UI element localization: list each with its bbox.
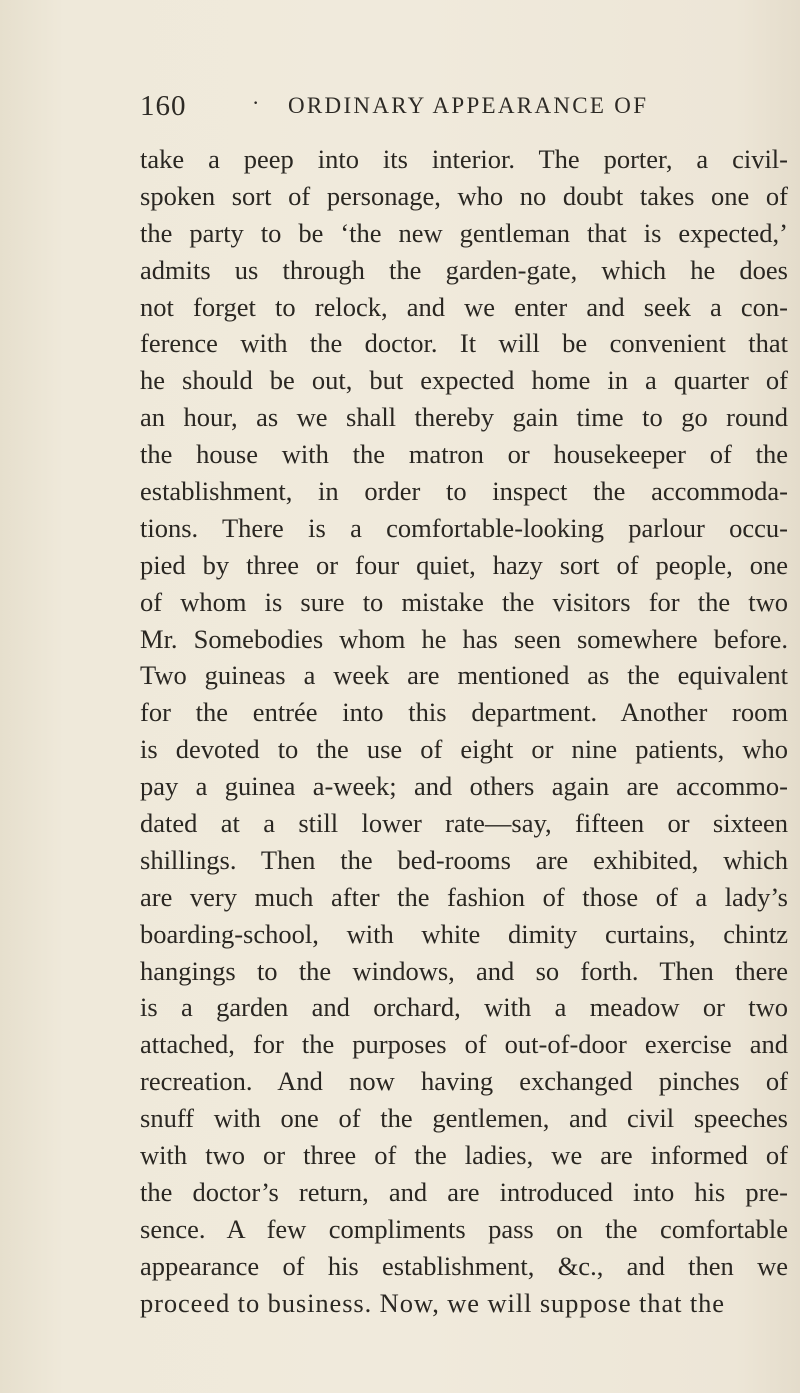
text-line: he should be out, but expected home in a quarter of [140, 365, 788, 396]
text-line: shillings. Then the bed-rooms are exhibited, which [140, 844, 788, 875]
text-line: with two or three of the ladies, we are informed of [140, 1140, 788, 1171]
text-line: an hour, as we shall thereby gain time to go round [140, 402, 788, 433]
text-line: attached, for the purposes of out-of-door exercise and [140, 1029, 788, 1060]
text-line: pied by three or four quiet, hazy sort of people, one [140, 549, 788, 580]
text-line: tions. There is a comfortable-looking parlour occu- [140, 512, 788, 543]
running-head: ORDINARY APPEARANCE OF [288, 93, 649, 118]
header-separator-dot: · [252, 90, 260, 115]
text-line: the doctor’s return, and are introduced into his pre- [140, 1176, 788, 1207]
text-line: Mr. Somebodies whom he has seen somewhere before. [140, 623, 788, 654]
text-line: Two guineas a week are mentioned as the equivalent [140, 660, 788, 691]
text-line: not forget to relock, and we enter and seek a con- [140, 291, 788, 322]
text-line: boarding-school, with white dimity curtains, chintz [140, 918, 788, 949]
text-line: hangings to the windows, and so forth. Then there [140, 955, 788, 986]
text-line: dated at a still lower rate—say, fifteen or sixteen [140, 808, 788, 839]
page-number: 160 [140, 90, 187, 122]
text-line: is devoted to the use of eight or nine patients, who [140, 734, 788, 765]
text-line: recreation. And now having exchanged pinches of [140, 1066, 788, 1097]
text-line: the house with the matron or housekeeper of the [140, 439, 788, 470]
text-line: proceed to business. Now, we will suppose that the [140, 1287, 725, 1318]
text-line: appearance of his establishment, &c., and then we [140, 1250, 788, 1281]
text-line: are very much after the fashion of those of a lady’s [140, 881, 788, 912]
body-text [140, 141, 788, 1322]
text-line: take a peep into its interior. The porter, a civil- [140, 144, 788, 174]
text-line: sence. A few compliments pass on the comfortable [140, 1213, 788, 1244]
text-line: snuff with one of the gentlemen, and civil speeches [140, 1103, 788, 1134]
page-header [140, 90, 740, 130]
text-line: the party to be ‘the new gentleman that is expected,’ [140, 217, 788, 248]
text-line: admits us through the garden-gate, which he does [140, 254, 788, 285]
text-line: ference with the doctor. It will be convenient that [140, 328, 788, 359]
text-line: is a garden and orchard, with a meadow or two [140, 992, 788, 1023]
text-line: spoken sort of personage, who no doubt takes one of [140, 180, 788, 211]
text-line: establishment, in order to inspect the accommoda- [140, 476, 788, 507]
text-line: for the entrée into this department. Another room [140, 697, 788, 728]
text-line: pay a guinea a-week; and others again are accommo- [140, 771, 788, 802]
text-line: of whom is sure to mistake the visitors for the two [140, 586, 788, 617]
